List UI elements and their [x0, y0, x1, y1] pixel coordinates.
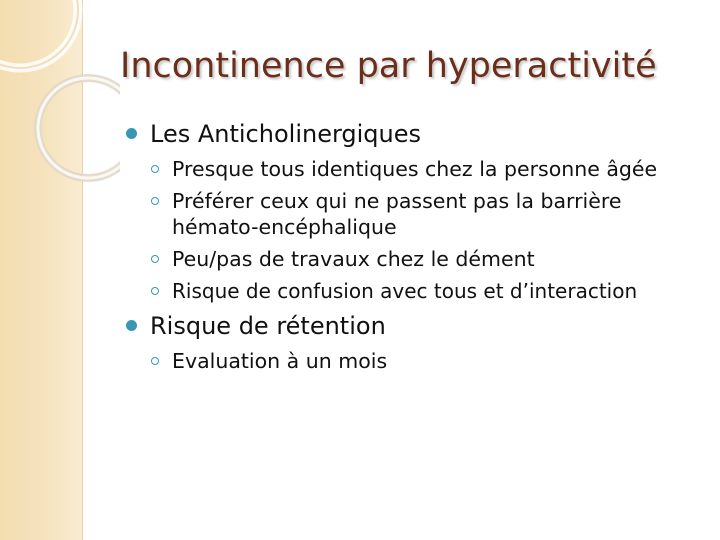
bullet-list: [126, 118, 706, 380]
list-item-label: Risque de rétention: [150, 312, 386, 340]
sub-list-item-label: Peu/pas de travaux chez le dément: [172, 247, 535, 271]
bullet-icon: [126, 128, 137, 139]
sub-list-item-label: Evaluation à un mois: [172, 349, 388, 373]
bullet-icon: [126, 320, 137, 331]
list-item: [126, 118, 706, 150]
sub-list-item: [126, 188, 706, 240]
sub-list-item: [126, 246, 706, 272]
slide-title: Incontinence par hyperactivité: [120, 46, 657, 86]
sub-bullet-icon: [151, 165, 159, 173]
sub-list-item: [126, 278, 706, 304]
sub-bullet-icon: [151, 197, 159, 205]
sub-list-item-label: Presque tous identiques chez la personne âgée: [172, 157, 658, 181]
list-item: [126, 310, 706, 342]
sub-list-item-label: Préférer ceux qui ne passent pas la barrière hémato-encéphalique: [172, 189, 622, 239]
sub-list-item: [126, 156, 706, 182]
sub-list-item-label: Risque de confusion avec tous et d’interaction: [172, 279, 638, 303]
decorative-rings: [0, 0, 120, 220]
list-item-label: Les Anticholinergiques: [150, 120, 422, 148]
sub-bullet-icon: [151, 357, 159, 365]
sub-bullet-icon: [151, 255, 159, 263]
sub-list-item: [126, 348, 706, 374]
sub-bullet-icon: [151, 287, 159, 295]
